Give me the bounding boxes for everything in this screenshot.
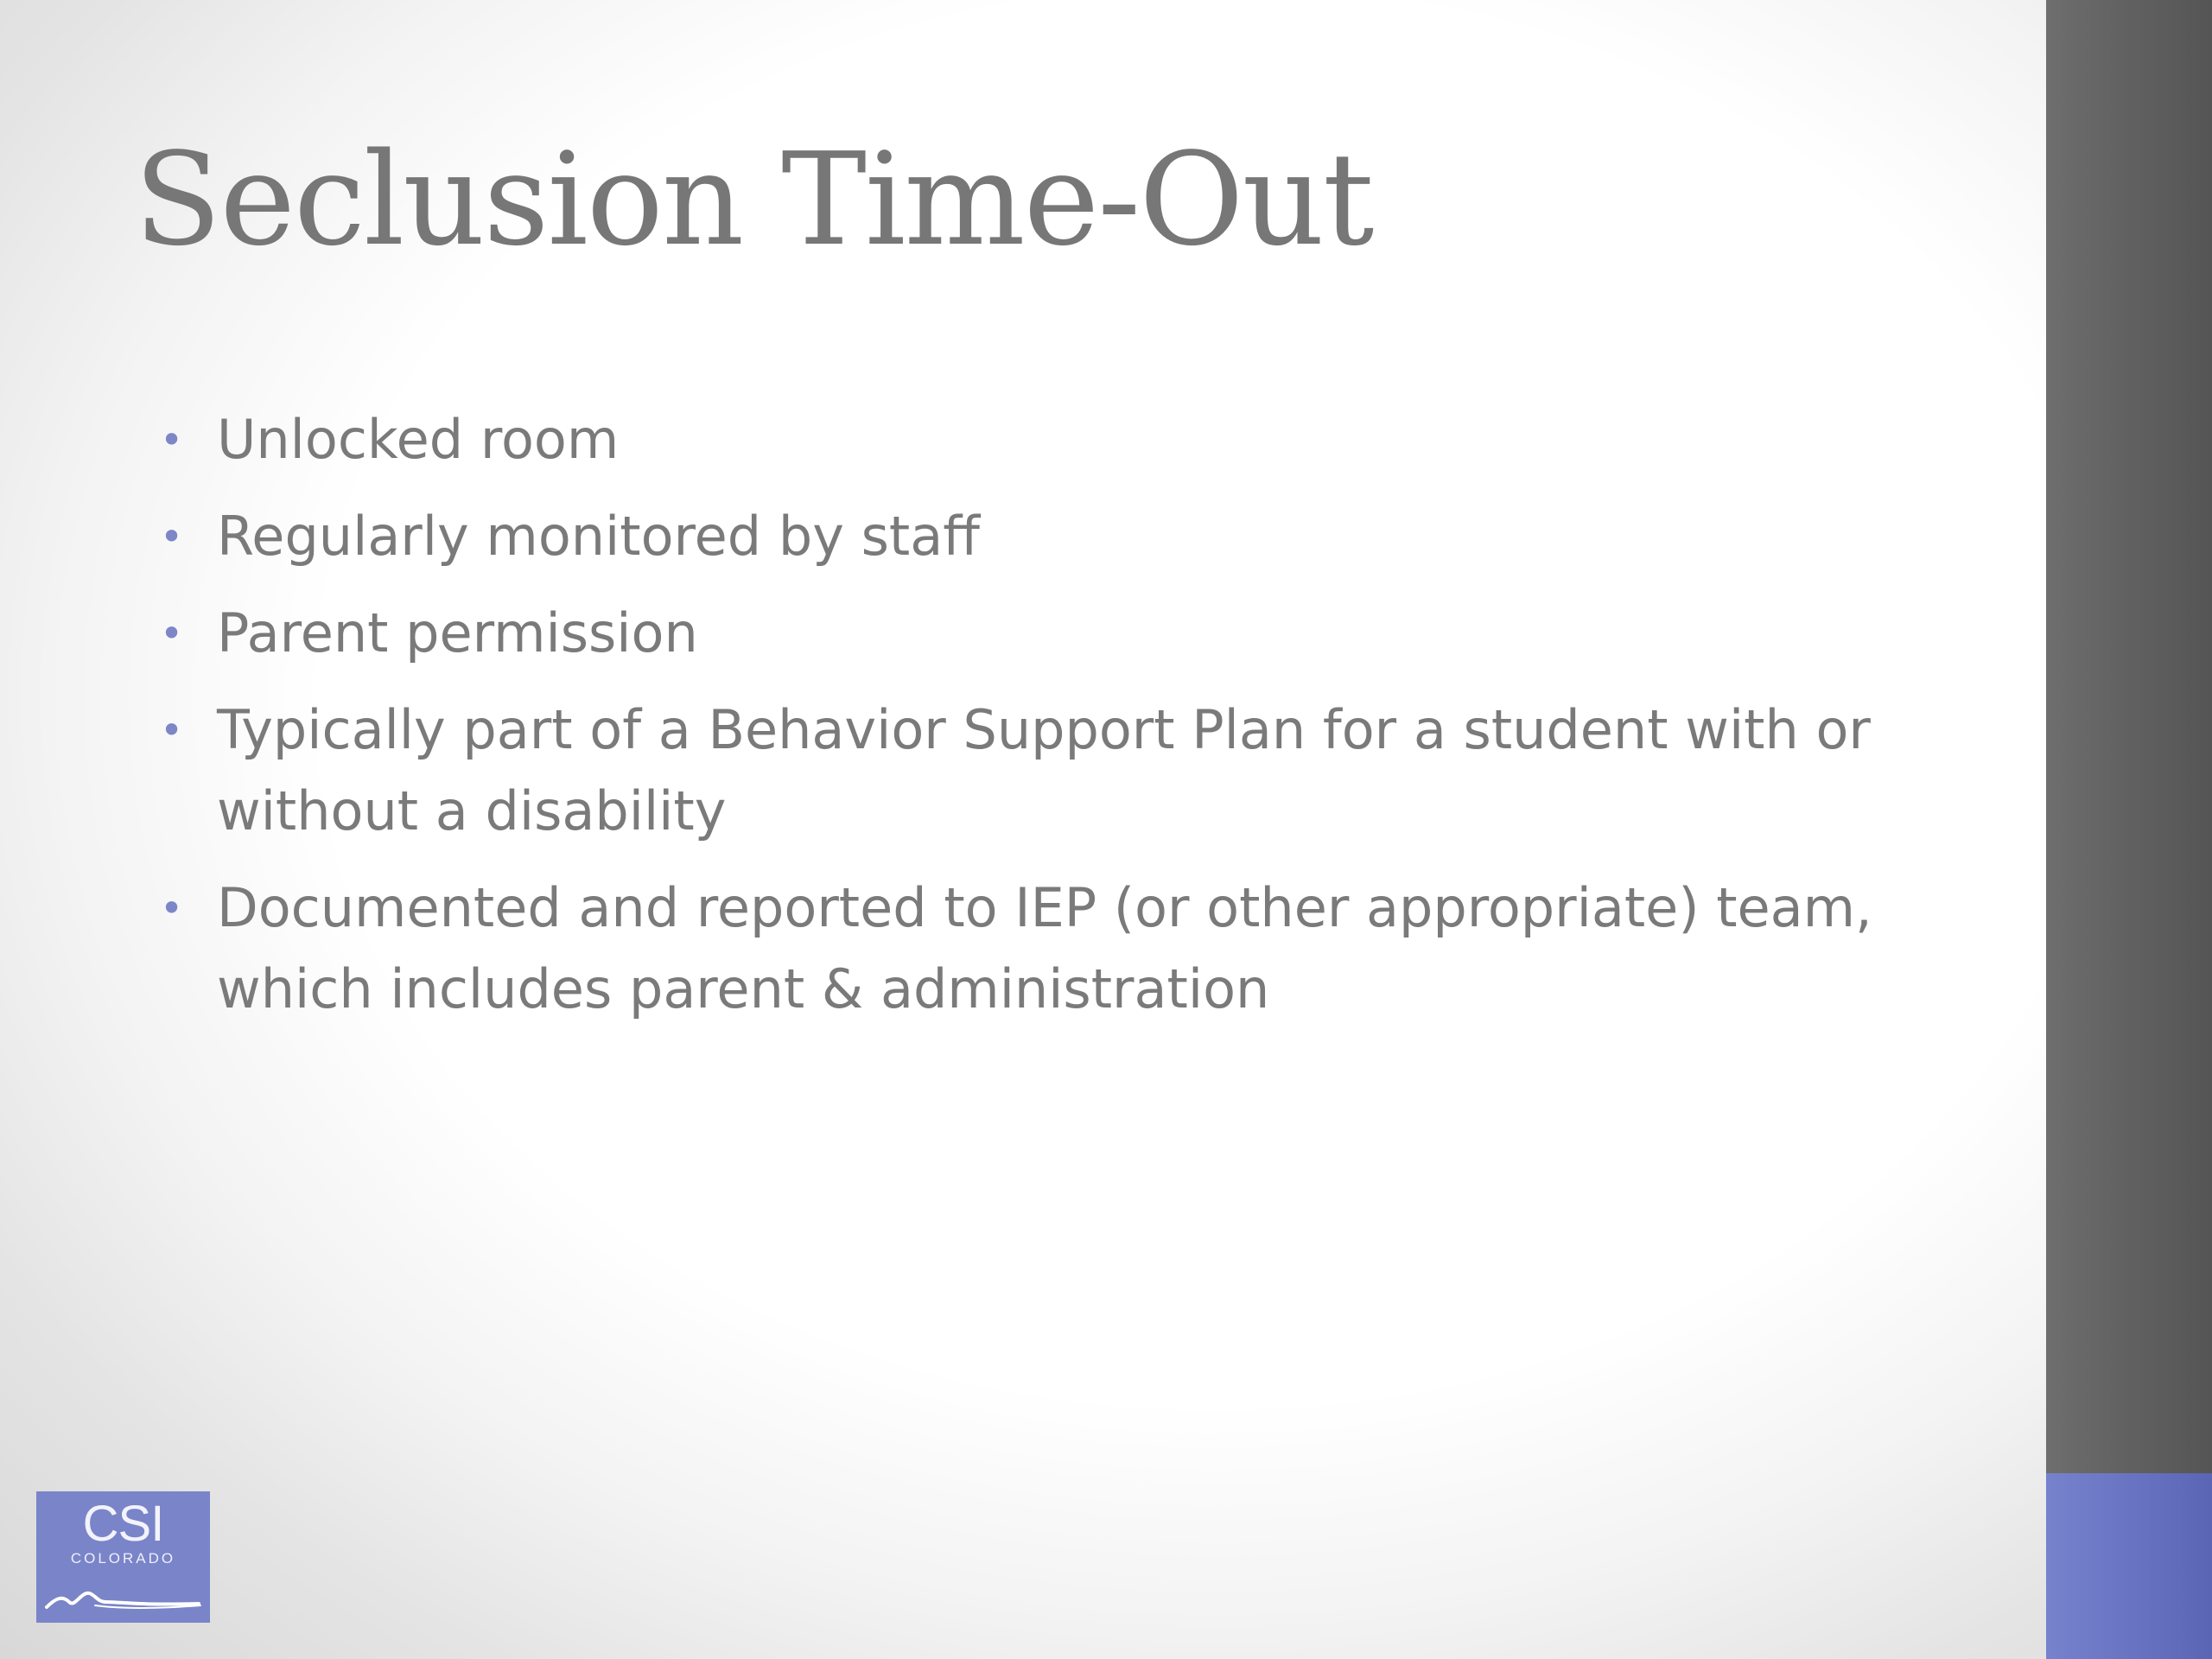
bullet-icon: • [160, 513, 184, 560]
list-item [160, 399, 1931, 480]
sidebar-accent-block [2046, 1473, 2212, 1659]
bullet-text: Typically part of a Behavior Support Plan for a student with or without a disability [217, 698, 1871, 842]
list-item [160, 593, 1931, 674]
bullet-icon: • [160, 416, 184, 463]
slide-title: Seclusion Time-Out [134, 125, 1373, 274]
bullet-text: Documented and reported to IEP (or other appropriate) team, which includes parent & administration [217, 876, 1872, 1020]
logo-sub-text: COLORADO [70, 1550, 176, 1567]
csi-colorado-logo [36, 1491, 210, 1623]
bullet-icon: • [160, 885, 184, 931]
mountain-wave-icon [43, 1580, 203, 1614]
list-item [160, 496, 1931, 577]
sidebar-decoration [2046, 0, 2212, 1659]
bullet-text: Unlocked room [217, 408, 620, 471]
bullet-list [160, 399, 1931, 1046]
bullet-text: Regularly monitored by staff [217, 505, 980, 568]
list-item [160, 690, 1931, 852]
logo-main-text: CSI [82, 1496, 164, 1552]
bullet-icon: • [160, 707, 184, 753]
list-item [160, 868, 1931, 1030]
bullet-text: Parent permission [217, 601, 698, 664]
bullet-icon: • [160, 610, 184, 657]
